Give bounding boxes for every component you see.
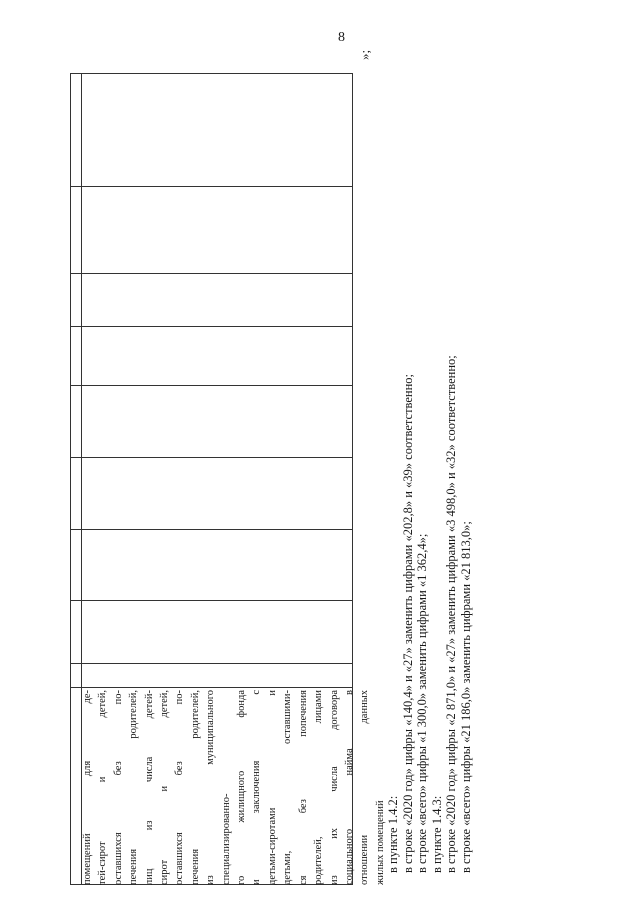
table-cell-line: помещений для де-	[82, 690, 93, 885]
table-cell-line: детьми-сиротами и	[266, 690, 278, 885]
table-cell-description	[80, 690, 388, 885]
page-number: 8	[338, 30, 345, 45]
amendment-line: в строке «2020 год» цифры «2 871,0» и «27» заменить цифрами «3 498,0» и «32» соответственно;	[444, 355, 459, 873]
table-row-divider	[71, 663, 352, 664]
table-cell-line: отношении данных	[359, 690, 371, 885]
closing-quote: »;	[357, 49, 372, 60]
table-cell-line: тей-сирот и детей,	[97, 690, 109, 885]
table-cell-line: ся без попечения	[297, 690, 309, 885]
table-row-divider	[71, 273, 352, 274]
amendment-text	[386, 355, 474, 873]
table-row-divider	[71, 600, 352, 601]
table-cell-line: из муниципального	[205, 690, 217, 885]
table-cell-line: жилых помещений	[374, 800, 386, 885]
table-cell-line: печения родителей,	[128, 690, 140, 885]
table-cell-line: из их числа договора	[328, 690, 340, 885]
table-cell-line: социального найма в	[343, 690, 355, 885]
table-cell-line: специализированно-	[220, 793, 232, 885]
table-row-divider	[71, 186, 352, 187]
table-row-divider	[71, 457, 352, 458]
table-cell-line: го жилищного фонда	[236, 690, 248, 885]
table-row-divider	[71, 687, 352, 688]
table-cell-line: родителей, лицами	[313, 690, 325, 885]
table-cell-line: оставшихся без по-	[112, 690, 124, 885]
table-row-divider	[71, 529, 352, 530]
table-cell-line: оставшихся без по-	[174, 690, 186, 885]
table-cell-line: и заключения с	[251, 690, 263, 885]
amendment-line: в пункте 1.4.3:	[429, 795, 444, 873]
table-cell-line: лиц из числа детей-	[143, 690, 155, 885]
table-cell-line: детьми, оставшими-	[282, 690, 294, 885]
amendment-line: в строке «всего» цифры «1 300,0» заменить цифрами «1 362,4»;	[415, 533, 430, 873]
table-cell-line: печения родителей,	[189, 690, 201, 885]
table-cell-line: сирот и детей,	[159, 690, 171, 885]
amendment-line: в пункте 1.4.2:	[386, 795, 400, 873]
amendment-line: в строке «2020 год» цифры «140,4» и «27» заменить цифрами «202,8» и «39» соответственно;	[400, 373, 415, 873]
amendment-line: в строке «всего» цифры «21 186,0» заменить цифрами «21 813,0»;	[458, 521, 473, 873]
table-row-divider	[71, 385, 352, 386]
table-row-divider	[71, 326, 352, 327]
